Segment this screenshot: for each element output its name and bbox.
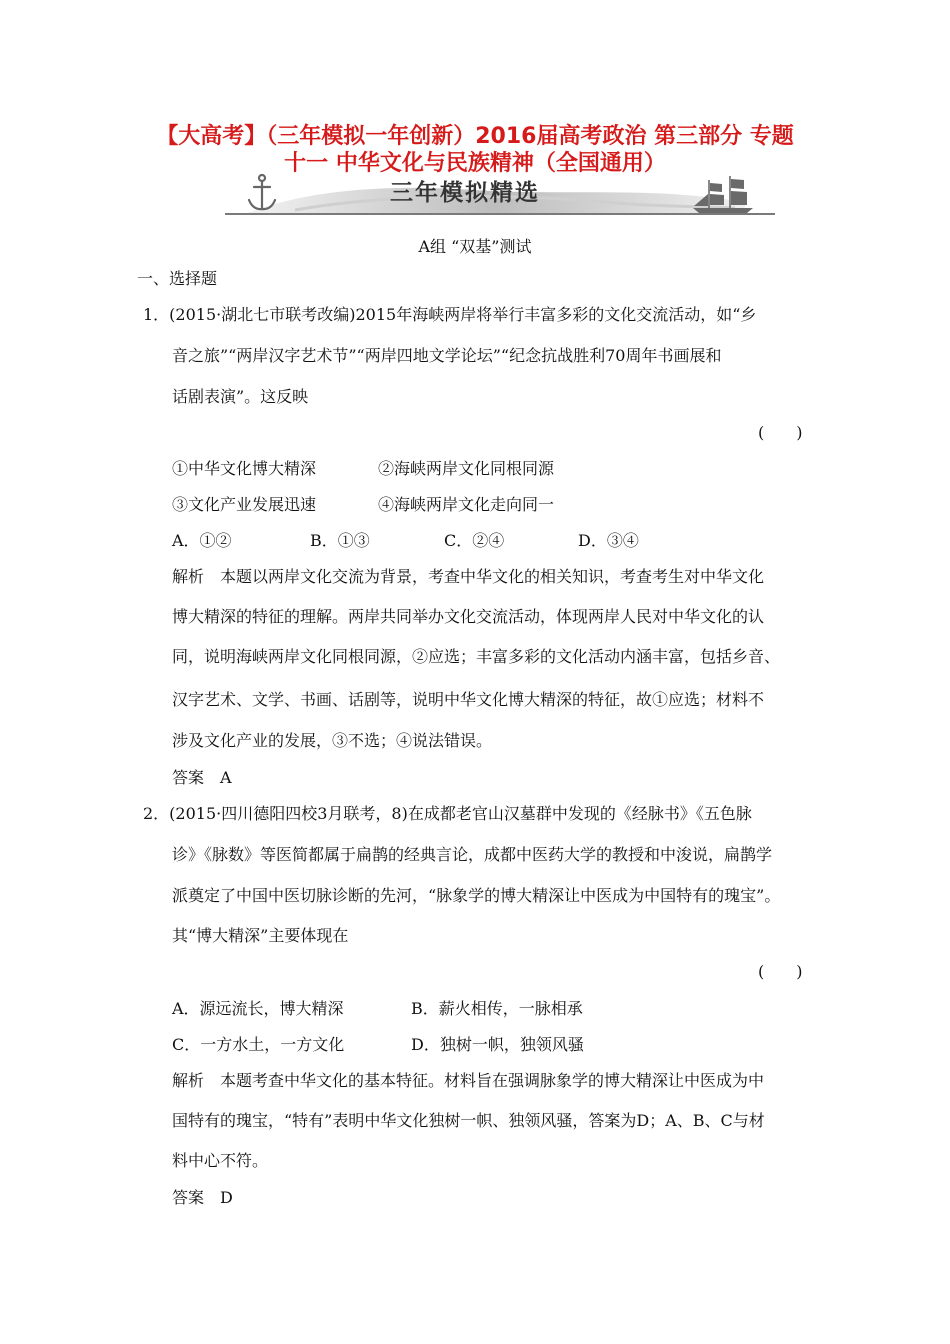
q1-option-a: A．①② [172,531,232,550]
q2-analysis-line2: 国特有的瑰宝，“特有”表明中华文化独树一帜、独领风骚，答案为D；A、B、C与材 [172,1111,765,1130]
q1-stem-line2: 音之旅”“两岸汉字艺术节”“两岸四地文学论坛”“纪念抗战胜利70周年书画展和 [172,346,722,365]
q2-option-a: A．源远流长，博大精深 [172,999,344,1018]
q2-stem-line4: 其“博大精深”主要体现在 [172,926,349,945]
q1-analysis-line1: 解析 本题以两岸文化交流为背景，考查中华文化的相关知识，考查考生对中华文化 [172,567,765,586]
q1-analysis-line2: 博大精深的特征的理解。两岸共同举办文化交流活动，体现两岸人民对中华文化的认 [172,607,765,626]
q2-answer: 答案 D [172,1188,233,1207]
q2-option-c: C．一方水土，一方文化 [172,1035,345,1054]
q1-answer-blank: ( ) [758,423,803,442]
section-title: 一、选择题 [137,269,218,288]
q2-option-b: B．薪火相传，一脉相承 [411,999,583,1018]
document-title-line1: 【大高考】（三年模拟一年创新）2016届高考政治 第三部分 专题 [156,124,794,149]
q1-analysis-line3: 同，说明海峡两岸文化同根同源，②应选；丰富多彩的文化活动内涵丰富，包括乡音、 [172,647,781,666]
q2-stem-line2: 诊》《脉数》等医简都属于扁鹊的经典言论，成都中医药大学的教授和中浚说，扁鹊学 [172,845,773,864]
q2-analysis-line1: 解析 本题考查中华文化的基本特征。材料旨在强调脉象学的博大精深让中医成为中 [172,1071,765,1090]
q2-stem-line3: 派奠定了中国中医切脉诊断的先河，“脉象学的博大精深让中医成为中国特有的瑰宝”。 [172,886,781,905]
banner-label: 三年模拟精选 [390,180,540,206]
q1-analysis-line4: 汉字艺术、文学、书画、话剧等，说明中华文化博大精深的特征，故①应选；材料不 [172,690,765,709]
q1-item-3: ③文化产业发展迅速 [172,495,317,514]
q1-stem-line1: 1．(2015·湖北七市联考改编)2015年海峡两岸将举行丰富多彩的文化交流活动，如“乡 [143,305,757,324]
anchor-icon [249,175,275,209]
group-heading: A组 “双基”测试 [418,237,532,256]
q1-analysis-line5: 涉及文化产业的发展，③不选；④说法错误。 [172,731,493,750]
q1-option-b: B．①③ [310,531,370,550]
document-title-line2: 十一 中华文化与民族精神（全国通用） [284,151,666,176]
q1-item-2: ②海峡两岸文化同根同源 [378,459,555,478]
q2-option-d: D．独树一帜，独领风骚 [411,1035,584,1054]
q1-option-c: C．②④ [444,531,505,550]
q1-option-d: D．③④ [578,531,639,550]
q2-stem-line1: 2．(2015·四川德阳四校3月联考，8)在成都老官山汉墓群中发现的《经脉书》《五色脉 [143,804,752,823]
q1-item-4: ④海峡两岸文化走向同一 [378,495,555,514]
section-banner [225,172,775,218]
q1-answer: 答案 A [172,768,232,787]
q2-analysis-line3: 料中心不符。 [172,1151,269,1170]
q1-item-1: ①中华文化博大精深 [172,459,317,478]
q2-answer-blank: ( ) [758,962,803,981]
q1-stem-line3: 话剧表演”。这反映 [172,387,309,406]
